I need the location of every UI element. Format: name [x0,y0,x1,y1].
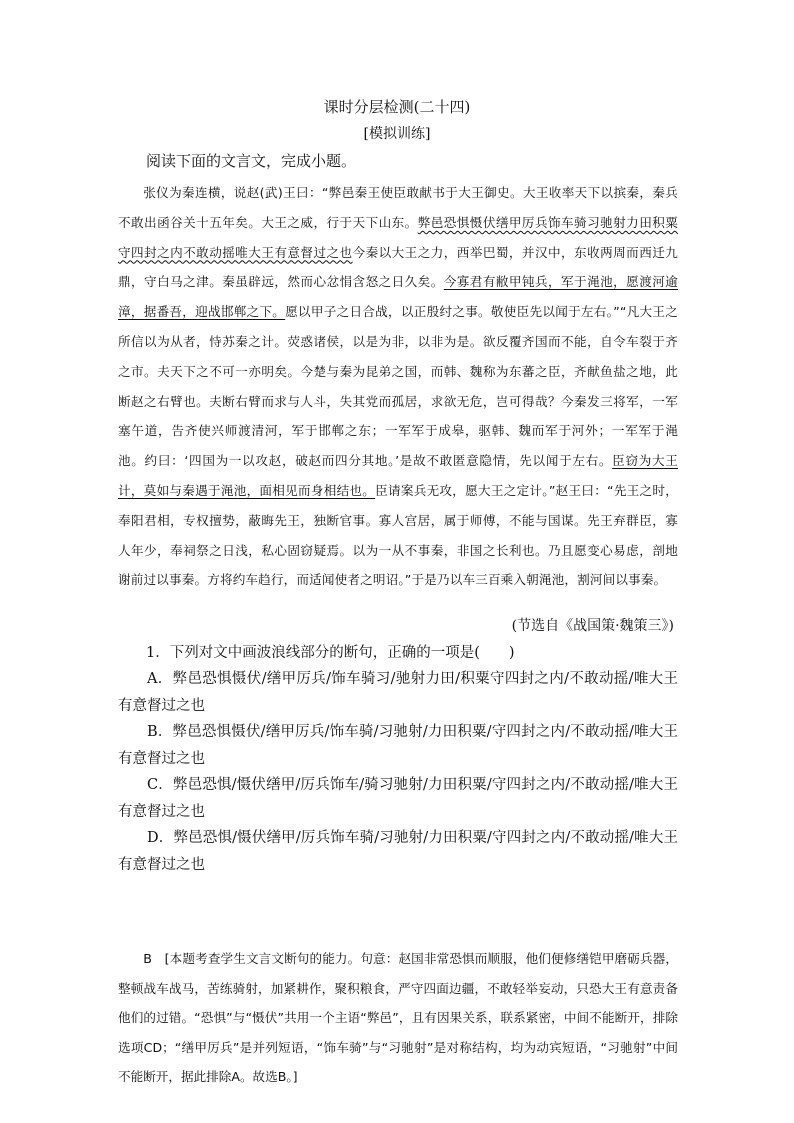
passage-text-1: 张仪为秦连横，说赵(武)王曰：“弊邑秦王使臣敢献书于大王御史。大王收率天下以摈秦，秦兵不敢出函谷关十五年矣。大王之威，行于天下山东。 [118,185,678,230]
wavy-underlined-text: 弊邑恐惧慑伏缮甲厉兵饰车骑习驰射力田积粟守四封之内不敢动摇唯大王有意督过之也 [118,214,678,260]
underlined-sentence-1: 今寡君有敝甲钝兵，军于渑池，愿渡河逾漳，据番吾，迎战邯郸之下。 [118,274,679,320]
option-b: B．弊邑恐惧慑伏/缮甲厉兵/饰车骑/习驰射/力田积粟/守四封之内/不敢动摇/唯大王有意督过之也 [118,724,678,767]
section-subtitle: [模拟训练] [363,126,431,142]
answer-explanation [118,944,678,1092]
underlined-sentence-2: 臣窃为大王计，莫如与秦遇于渑池，面相见而身相结也。 [118,453,679,498]
passage-text-3: 愿以甲子之日合战，以正殷纣之事。敬使臣先以闻于左右。”“凡大王之所信以为从者，恃苏秦之计。荧惑诸侯，以是为非，以非为是。欲反覆齐国而不能，自令车裂于齐之市。夫天下之不可一亦明矣。今楚与秦为昆弟之国，而韩、魏称为东蕃之臣，齐献鱼盐之地，此断赵之右臂也。夫断右臂而求与人斗，失其党而孤居，求欲无危，岂可得哉？今秦发三将军，一军塞午道，告齐使兴师渡清河，军于邯郸之东；一军军于成皋，驱韩、魏而军于河外；一军军于渑池。约曰：‘四国为一以攻赵，破赵而四分其地。’是故不敢匿意隐情，先以闻于左右。 [118,304,678,469]
option-c: C．弊邑恐惧/慑伏缮甲/厉兵饰车/骑习驰射/力田积粟/守四封之内/不敢动摇/唯大王有意督过之也 [118,777,678,820]
question-stem: 1．下列对文中画波浪线部分的断句，正确的一项是( ) [146,645,515,661]
option-d: D．弊邑恐惧/慑伏缮甲/厉兵饰车骑/习驰射/力田积粟/守四封之内/不敢动摇/唯大王有意督过之也 [118,830,678,873]
classical-passage [118,178,678,595]
instruction-text: 阅读下面的文言文，完成小题。 [146,152,357,170]
answer-options [118,666,678,878]
page-title: 课时分层检测(二十四) [323,98,471,116]
passage-source: (节选自《战国策·魏策三》) [511,618,674,634]
passage-text-4: 臣请案兵无攻，愿大王之定计。”赵王曰：“先王之时，奉阳君相，专权擅势，蔽晦先王，独断官事。寡人宫居，属于师傅，不能与国谋。先王弃群臣，寡人年少，奉祠祭之日浅，私心固窃疑焉。以为一从不事秦，非国之长利也。乃且愿变心易虑，剖地谢前过以事秦。方将约车趋行，而适闻使者之明诏。”于是乃以车三百乘入朝渑池，割河间以事秦。 [118,482,679,588]
explanation-text: [本题考查学生文言文断句的能力。句意：赵国非常恐惧而顺服，他们便修缮铠甲磨砺兵器，整顿战车战马，苦练骑射，加紧耕作，聚积粮食，严守四面边疆，不敢轻举妄动，只恐大王有意责备他们的过错。“恐惧”与“慑伏”共用一个主语“弊邑”，且有因果关系，联系紧密，中间不能断开，排除选项CD；“缮甲厉兵”是并列短语，“饰车骑”与“习驰射”是对称结构，均为动宾短语，“习驰射”中间不能断开，据此排除A。故选B。] [118,951,678,1084]
passage-text-2: 今秦以大王之力，西举巴蜀，并汉中，东收两周而西迁九鼎，守白马之津。秦虽辟远，然而心忿悁含怒之日久矣。 [118,244,679,290]
answer-letter: B [143,951,152,966]
option-a: A．弊邑恐惧慑伏/缮甲厉兵/饰车骑习/驰射力田/积粟守四封之内/不敢动摇/唯大王有意督过之也 [118,671,678,714]
